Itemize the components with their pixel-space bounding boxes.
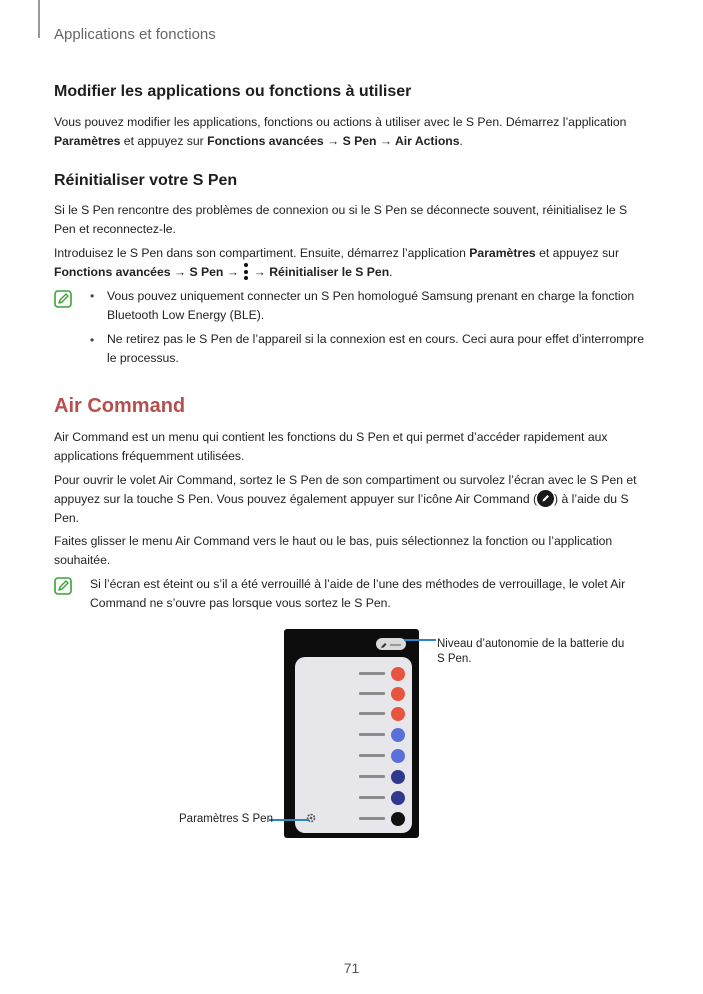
- reset-paragraph-2: Introduisez le S Pen dans son compartiment. Ensuite, démarrez l’application Paramètres et appuyez sur Fonctions avancées → S Pen → → Réinitialiser le S Pen.: [54, 246, 620, 279]
- screen-write-icon: [391, 707, 405, 721]
- menu-item[interactable]: [315, 812, 405, 826]
- menu-item[interactable]: [315, 707, 405, 721]
- air-command-note: Si l’écran est éteint ou s’il a été verrouillé à l’aide de l’une des méthodes de verrouillage, le volet Air Command ne s’ouvre pas lorsque vous sortez le S Pen.: [90, 577, 626, 610]
- air-command-screenshot: [284, 629, 419, 838]
- spen-battery-indicator: [376, 638, 406, 650]
- callout-line-battery: [404, 639, 436, 641]
- menu-item[interactable]: [315, 667, 405, 681]
- menu-item[interactable]: [315, 791, 405, 805]
- live-message-icon: [391, 749, 405, 763]
- menu-item[interactable]: [315, 749, 405, 763]
- callout-settings-label: Paramètres S Pen: [179, 813, 273, 825]
- menu-item[interactable]: [315, 770, 405, 784]
- header-rule: [38, 0, 40, 38]
- bullet-marker: •: [90, 333, 95, 347]
- create-note-icon: [391, 667, 405, 681]
- page-number: 71: [343, 960, 360, 976]
- bullet-marker: •: [90, 289, 95, 303]
- note-bullet-2: Ne retirez pas le S Pen de l’appareil si la connexion est en cours. Ceci aura pour effet d’interrompre le processus.: [107, 332, 644, 365]
- section-title-air-command: Air Command: [54, 395, 186, 417]
- add-shortcut-icon: [391, 812, 405, 826]
- section-title-reset-spen: Réinitialiser votre S Pen: [54, 172, 238, 189]
- more-options-icon: [243, 263, 249, 280]
- chapter-title: Applications et fonctions: [54, 26, 216, 43]
- air-command-icon: [537, 490, 554, 507]
- note-bullet-1: Vous pouvez uniquement connecter un S Pen homologué Samsung prenant en charge la fonction Bluetooth Low Energy (BLE).: [107, 289, 635, 322]
- air-command-paragraph-1: Air Command est un menu qui contient les fonctions du S Pen et qui permet d’accéder rapidement aux applications fréquemment utilisées.: [54, 430, 608, 463]
- section-modify-apps-paragraph: Vous pouvez modifier les applications, fonctions ou actions à utiliser avec le S Pen. Démarrez l’application Paramètres et appuyez sur Fonctions avancées → S Pen → Air Actions.: [54, 115, 627, 148]
- air-command-panel: [295, 657, 412, 833]
- gear-icon[interactable]: [305, 812, 317, 824]
- note-icon: [54, 290, 72, 308]
- menu-item[interactable]: [315, 687, 405, 701]
- reset-paragraph-1: Si le S Pen rencontre des problèmes de connexion ou si le S Pen se déconnecte souvent, réinitialisez le S Pen et reconnectez-le.: [54, 203, 628, 236]
- view-notes-icon: [391, 687, 405, 701]
- air-command-paragraph-2: Pour ouvrir le volet Air Command, sortez le S Pen de son compartiment ou survolez l’écran avec le S Pen et appuyez sur la touche S Pen. Vous pouvez également appuyer sur l’icône Air Command ( ) à l’aide du S Pen.: [54, 473, 637, 525]
- ar-doodle-icon: [391, 728, 405, 742]
- air-command-paragraph-3: Faites glisser le menu Air Command vers le haut ou le bas, puis sélectionnez la fonction ou l’application souhaitée.: [54, 534, 613, 567]
- menu-item[interactable]: [315, 728, 405, 742]
- callout-battery-label: Niveau d’autonomie de la batterie du S Pen.: [437, 638, 625, 665]
- magnify-icon: [391, 791, 405, 805]
- translate-icon: [391, 770, 405, 784]
- note-icon: [54, 577, 72, 595]
- section-title-modify-apps: Modifier les applications ou fonctions à utiliser: [54, 83, 412, 100]
- callout-line-settings: [269, 819, 309, 821]
